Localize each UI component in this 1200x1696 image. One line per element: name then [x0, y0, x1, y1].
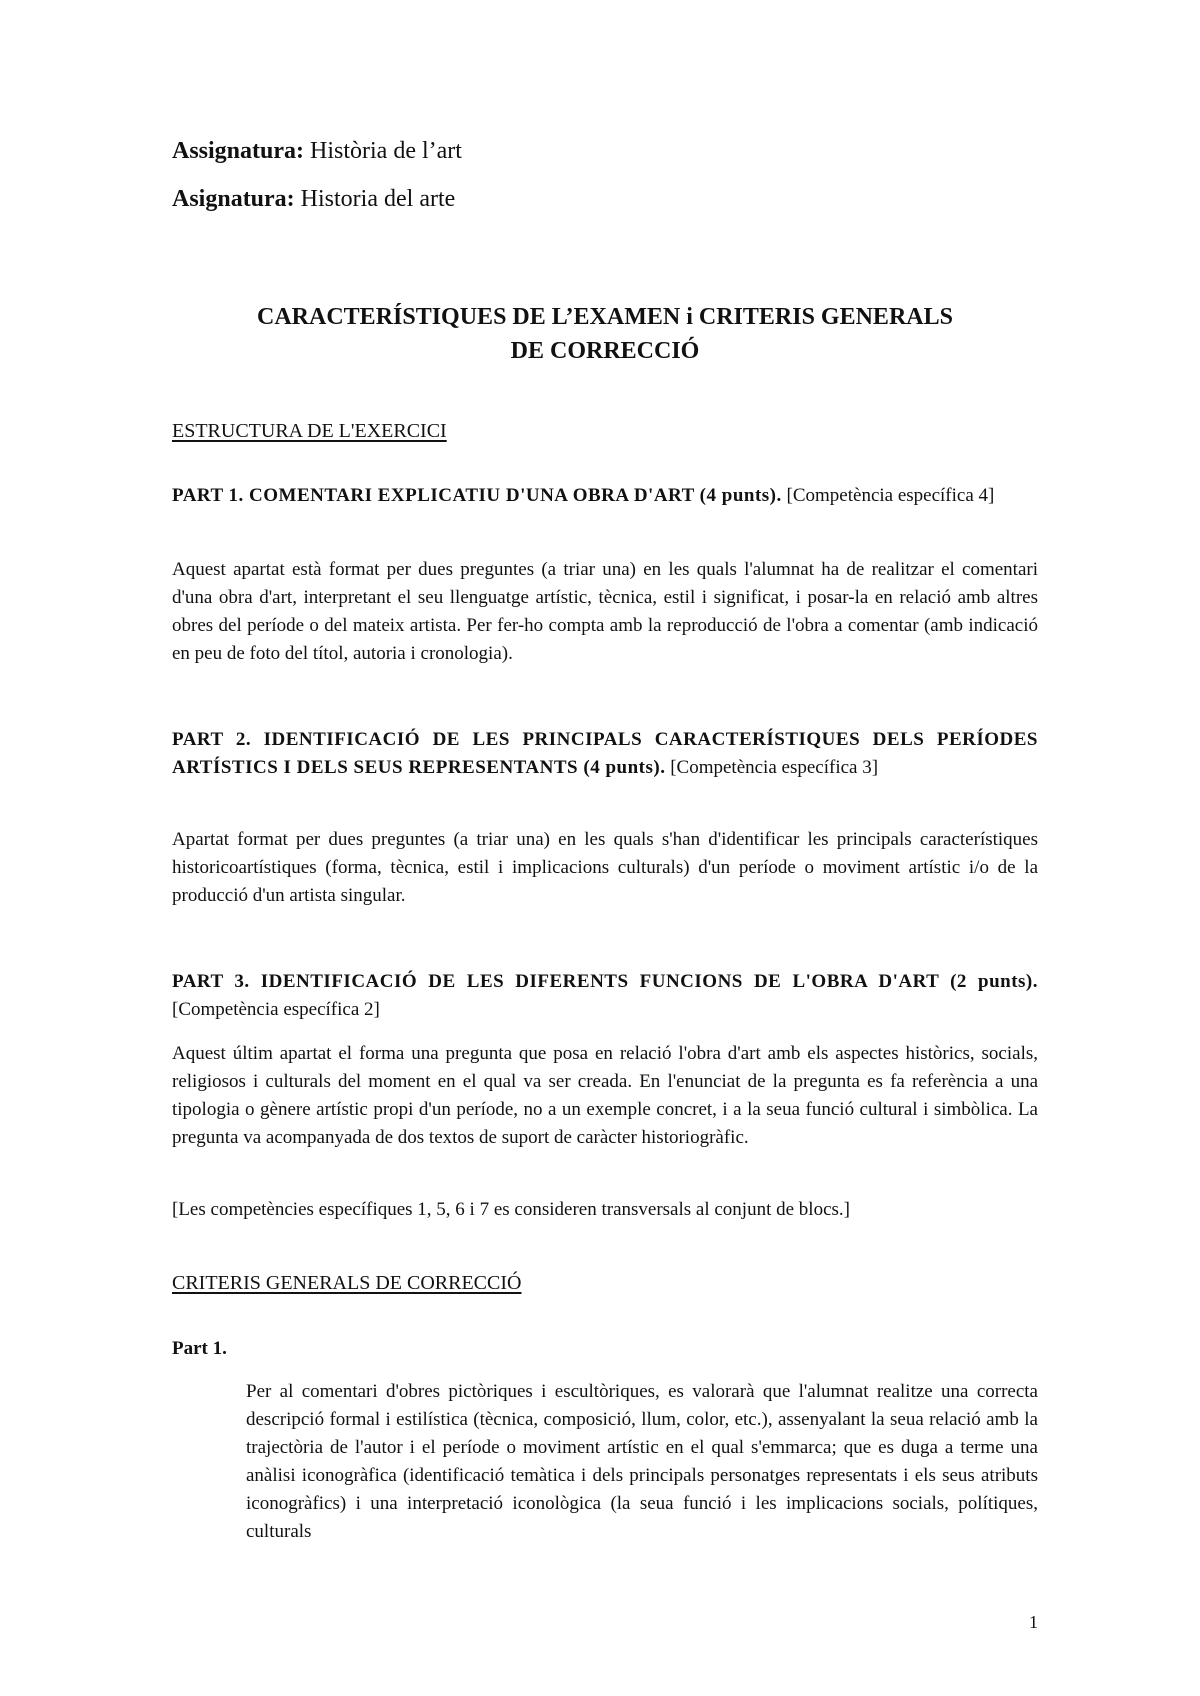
part-3-competence: [Competència específica 2]: [172, 999, 380, 1020]
page-title: [172, 300, 1038, 368]
part-2-title: PART 2. IDENTIFICACIÓ DE LES PRINCIPALS CARACTERÍSTIQUES DELS PERÍODES ARTÍSTICS I DELS SEUS REPRESENTANTS (4 punts).: [172, 729, 1038, 778]
subject-line-catalan: [172, 136, 462, 166]
page-title-line-1: CARACTERÍSTIQUES DE L’EXAMEN i CRITERIS GENERALS: [257, 304, 953, 330]
part-1-heading: [172, 482, 1038, 510]
subject-label: Asignatura:: [172, 186, 295, 212]
page-number: 1: [1029, 1612, 1038, 1632]
subject-label: Assignatura:: [172, 138, 305, 164]
subject-value: Història de l’art: [310, 138, 462, 164]
criteria-part-1-text: Per al comentari d'obres pictòriques i escultòriques, es valorarà que l'alumnat realitze una correcta descripció formal i estilística (tècnica, composició, llum, color, etc.), assenyalant la seua relació amb la trajectòria de l'autor i el període o moviment artístic en el qual s'emmarca; que es duga a terme una anàlisi iconogràfica (identificació temàtica i dels principals personatges representats i els seus atributs iconogràfics) i una interpretació iconològica (la seua funció i les implicacions socials, polítiques, culturals: [246, 1381, 1038, 1542]
part-1-title: PART 1. COMENTARI EXPLICATIU D'UNA OBRA D'ART (4 punts).: [172, 485, 782, 506]
subject-value: Historia del arte: [300, 186, 456, 212]
page-title-line-2: DE CORRECCIÓ: [510, 338, 700, 364]
part-2-competence: [Competència específica 3]: [670, 757, 879, 778]
part-1-description: Aquest apartat està format per dues preguntes (a triar una) en les quals l'alumnat ha de realitzar el comentari d'una obra d'art, interpretant el seu llenguatge artístic, tècnica, estil i significat, i posar-la en relació amb altres obres del període o del mateix artista. Per fer-ho compta amb la reproducció de l'obra a comentar (amb indicació en peu de foto del títol, autoria i cronologia).: [172, 559, 1038, 664]
part-3-title: PART 3. IDENTIFICACIÓ DE LES DIFERENTS FUNCIONS DE L'OBRA D'ART (2 punts).: [172, 971, 1038, 992]
section-heading-structure: ESTRUCTURA DE L'EXERCICI: [172, 420, 447, 442]
criteria-part-1-label: Part 1.: [172, 1338, 227, 1359]
part-2-description: Apartat format per dues preguntes (a triar una) en les quals s'han d'identificar les principals característiques historicoartístiques (forma, tècnica, estil i implicacions culturals) d'un període o moviment artístic i/o de la producció d'un artista singular.: [172, 829, 1038, 906]
part-1-competence: [Competència específica 4]: [786, 485, 995, 506]
transversal-note: [Les competències específiques 1, 5, 6 i 7 es consideren transversals al conjunt de blocs.]: [172, 1199, 850, 1220]
part-3-heading: [172, 968, 1038, 1024]
subject-line-spanish: [172, 184, 455, 214]
section-heading-criteria: CRITERIS GENERALS DE CORRECCIÓ: [172, 1272, 522, 1294]
part-3-description: Aquest últim apartat el forma una pregunta que posa en relació l'obra d'art amb els aspectes històrics, socials, religiosos i culturals del moment en el qual va ser creada. En l'enunciat de la pregunta es fa referència a una tipologia o gènere artístic propi d'un període, no a un exemple concret, i a la seua funció cultural i simbòlica. La pregunta va acompanyada de dos textos de suport de caràcter historiogràfic.: [172, 1043, 1038, 1148]
part-2-heading: [172, 726, 1038, 782]
